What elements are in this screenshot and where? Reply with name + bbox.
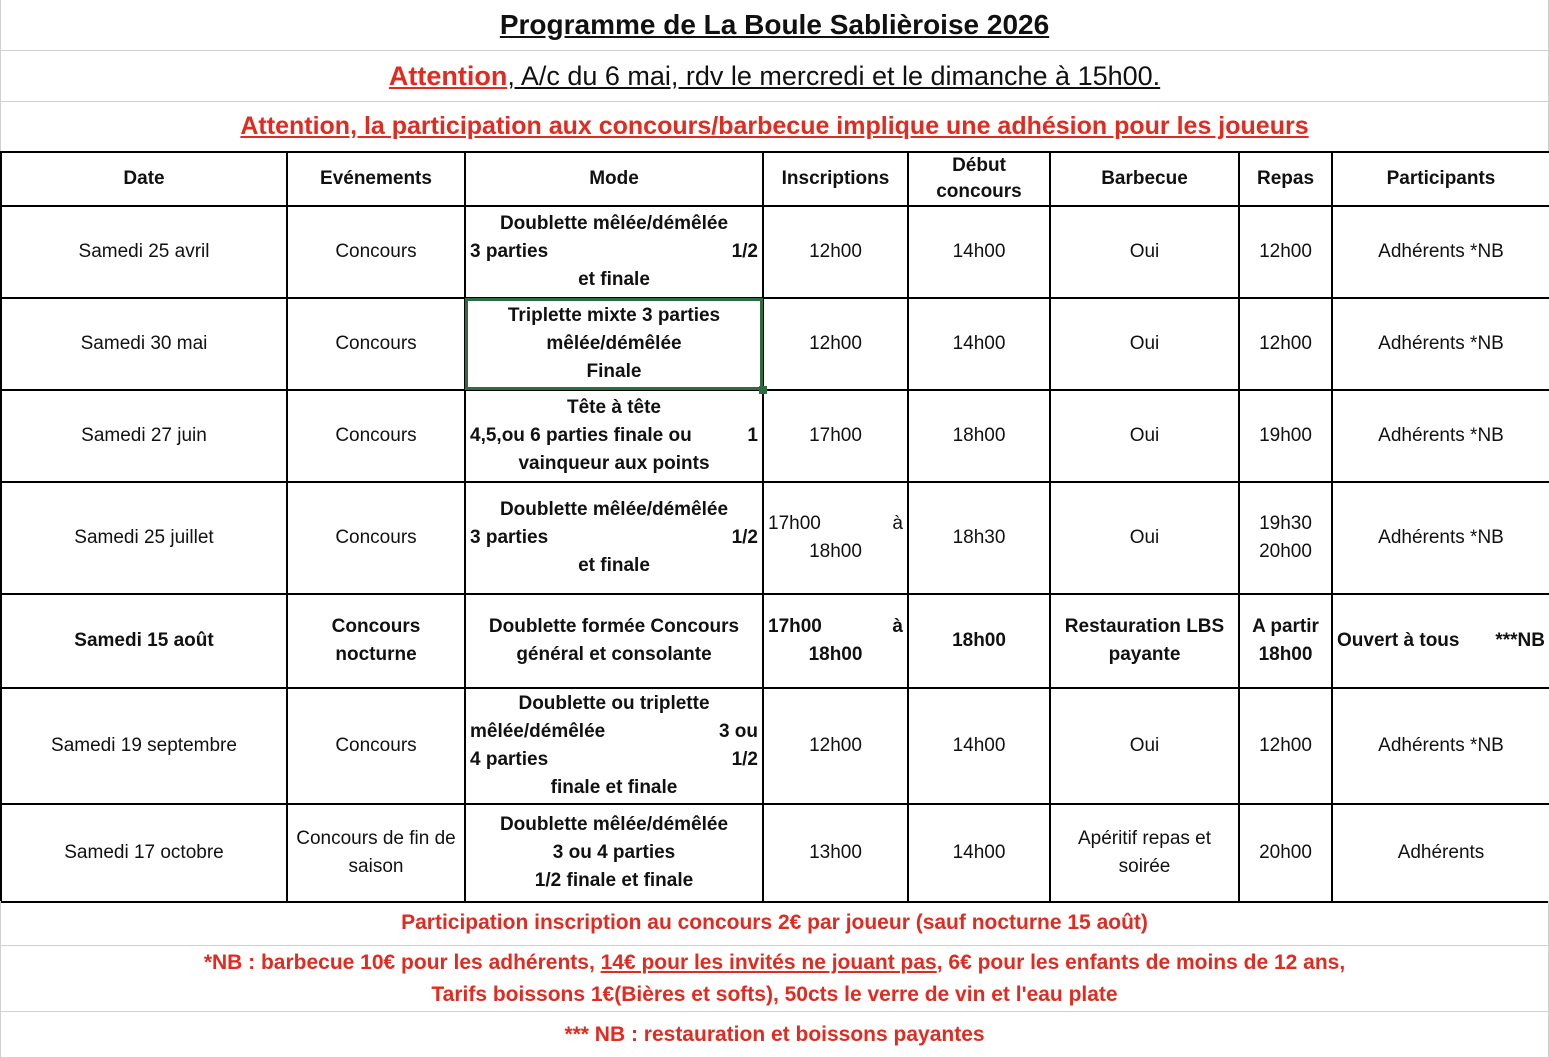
- cell-barbecue[interactable]: Oui: [1050, 390, 1239, 482]
- cell-event[interactable]: Concours nocturne: [287, 594, 465, 688]
- cell-date[interactable]: Samedi 25 juillet: [1, 482, 287, 594]
- cell-event[interactable]: Concours: [287, 298, 465, 390]
- cell-participants[interactable]: Adhérents *NB: [1332, 688, 1549, 804]
- cell-mode[interactable]: Tête à tête 4,5,ou 6 parties finale ou 1 vainqueur aux points: [465, 390, 763, 482]
- header-mode[interactable]: Mode: [465, 152, 763, 206]
- cell-event[interactable]: Concours: [287, 688, 465, 804]
- cell-inscriptions[interactable]: 12h00: [763, 298, 908, 390]
- cell-participants[interactable]: Ouvert à tous ***NB: [1332, 594, 1549, 688]
- cell-date[interactable]: Samedi 25 avril: [1, 206, 287, 298]
- cell-participants[interactable]: Adhérents *NB: [1332, 206, 1549, 298]
- cell-event[interactable]: Concours: [287, 206, 465, 298]
- cell-debut[interactable]: 14h00: [908, 688, 1050, 804]
- cell-debut[interactable]: 14h00: [908, 804, 1050, 902]
- cell-debut[interactable]: 14h00: [908, 298, 1050, 390]
- cell-barbecue[interactable]: Oui: [1050, 482, 1239, 594]
- cell-date[interactable]: Samedi 30 mai: [1, 298, 287, 390]
- cell-inscriptions[interactable]: 12h00: [763, 688, 908, 804]
- cell-mode[interactable]: Doublette mêlée/démêlée 3 parties 1/2 et finale: [465, 206, 763, 298]
- attention-line-2: [0, 102, 1549, 152]
- header-barbecue[interactable]: Barbecue: [1050, 152, 1239, 206]
- cell-participants[interactable]: Adhérents: [1332, 804, 1549, 902]
- cell-event[interactable]: Concours de fin de saison: [287, 804, 465, 902]
- header-debut[interactable]: Début concours: [908, 152, 1050, 206]
- cell-inscriptions[interactable]: 13h00: [763, 804, 908, 902]
- cell-barbecue[interactable]: Oui: [1050, 688, 1239, 804]
- cell-date[interactable]: Samedi 27 juin: [1, 390, 287, 482]
- attention-word: Attention: [388, 60, 508, 91]
- cell-barbecue[interactable]: Apéritif repas et soirée: [1050, 804, 1239, 902]
- page-title: [0, 0, 1549, 51]
- cell-mode[interactable]: Doublette mêlée/démêlée 3 parties 1/2 et finale: [465, 482, 763, 594]
- nb-part-underlined: 14€ pour les invités ne jouant pas: [600, 950, 937, 974]
- table-row: [1, 482, 1549, 594]
- header-events[interactable]: Evénements: [287, 152, 465, 206]
- cell-participants[interactable]: Adhérents *NB: [1332, 390, 1549, 482]
- cell-repas[interactable]: 12h00: [1239, 298, 1332, 390]
- table-row: [1, 298, 1549, 390]
- cell-barbecue[interactable]: Oui: [1050, 298, 1239, 390]
- cell-participants[interactable]: Adhérents *NB: [1332, 298, 1549, 390]
- header-inscriptions[interactable]: Inscriptions: [763, 152, 908, 206]
- header-participants[interactable]: Participants: [1332, 152, 1549, 206]
- table-row: [1, 390, 1549, 482]
- cell-inscriptions[interactable]: 17h00 à 18h00: [763, 594, 908, 688]
- attention-membership: Attention, la participation aux concours/barbecue implique une adhésion pour les joueurs: [240, 112, 1309, 140]
- table-row: [1, 594, 1549, 688]
- cell-mode[interactable]: Triplette mixte 3 parties mêlée/démêlée Finale: [465, 298, 763, 390]
- footer-participation: [0, 901, 1549, 946]
- cell-repas[interactable]: 12h00: [1239, 206, 1332, 298]
- attention-detail: , A/c du 6 mai, rdv le mercredi et le dimanche à 15h00.: [507, 60, 1161, 91]
- cell-barbecue[interactable]: Restauration LBS payante: [1050, 594, 1239, 688]
- cell-debut[interactable]: 14h00: [908, 206, 1050, 298]
- cell-date[interactable]: Samedi 19 septembre: [1, 688, 287, 804]
- cell-mode[interactable]: Doublette ou triplette mêlée/démêlée 3 ou 4 parties 1/2 finale et finale: [465, 688, 763, 804]
- footer-line-1: Participation inscription au concours 2€ par joueur (sauf nocturne 15 août): [401, 911, 1148, 934]
- table-row: [1, 804, 1549, 902]
- cell-repas[interactable]: 20h00: [1239, 804, 1332, 902]
- nb-part-a: *NB : barbecue 10€ pour les adhérents,: [203, 950, 601, 974]
- cell-inscriptions[interactable]: 17h00 à 18h00: [763, 482, 908, 594]
- cell-barbecue[interactable]: Oui: [1050, 206, 1239, 298]
- cell-repas[interactable]: 12h00: [1239, 688, 1332, 804]
- cell-repas[interactable]: 19h30 20h00: [1239, 482, 1332, 594]
- title-text: Programme de La Boule Sablièroise 2026: [499, 9, 1050, 40]
- cell-inscriptions[interactable]: 17h00: [763, 390, 908, 482]
- attention-line-1: [0, 51, 1549, 102]
- cell-event[interactable]: Concours: [287, 482, 465, 594]
- cell-debut[interactable]: 18h30: [908, 482, 1050, 594]
- table-row: [1, 688, 1549, 804]
- cell-mode[interactable]: Doublette formée Concours général et consolante: [465, 594, 763, 688]
- footer-nb-restauration: [0, 1012, 1549, 1058]
- cell-debut[interactable]: 18h00: [908, 594, 1050, 688]
- cell-participants[interactable]: Adhérents *NB: [1332, 482, 1549, 594]
- header-repas[interactable]: Repas: [1239, 152, 1332, 206]
- cell-date[interactable]: Samedi 15 août: [1, 594, 287, 688]
- cell-repas[interactable]: A partir 18h00: [1239, 594, 1332, 688]
- cell-repas[interactable]: 19h00: [1239, 390, 1332, 482]
- cell-mode[interactable]: Doublette mêlée/démêlée 3 ou 4 parties 1/2 finale et finale: [465, 804, 763, 902]
- cell-inscriptions[interactable]: 12h00: [763, 206, 908, 298]
- footer-line-3: *** NB : restauration et boissons payantes: [564, 1022, 985, 1046]
- nb-part-b: , 6€ pour les enfants de moins de 12 ans,: [936, 950, 1346, 974]
- cell-debut[interactable]: 18h00: [908, 390, 1050, 482]
- table-header-row: [1, 152, 1549, 206]
- cell-date[interactable]: Samedi 17 octobre: [1, 804, 287, 902]
- program-table: [0, 151, 1549, 903]
- footer-nb-barbecue: [0, 946, 1549, 1012]
- header-date[interactable]: Date: [1, 152, 287, 206]
- table-row: [1, 206, 1549, 298]
- nb-drinks: Tarifs boissons 1€(Bières et softs), 50cts le verre de vin et l'eau plate: [431, 982, 1118, 1006]
- cell-event[interactable]: Concours: [287, 390, 465, 482]
